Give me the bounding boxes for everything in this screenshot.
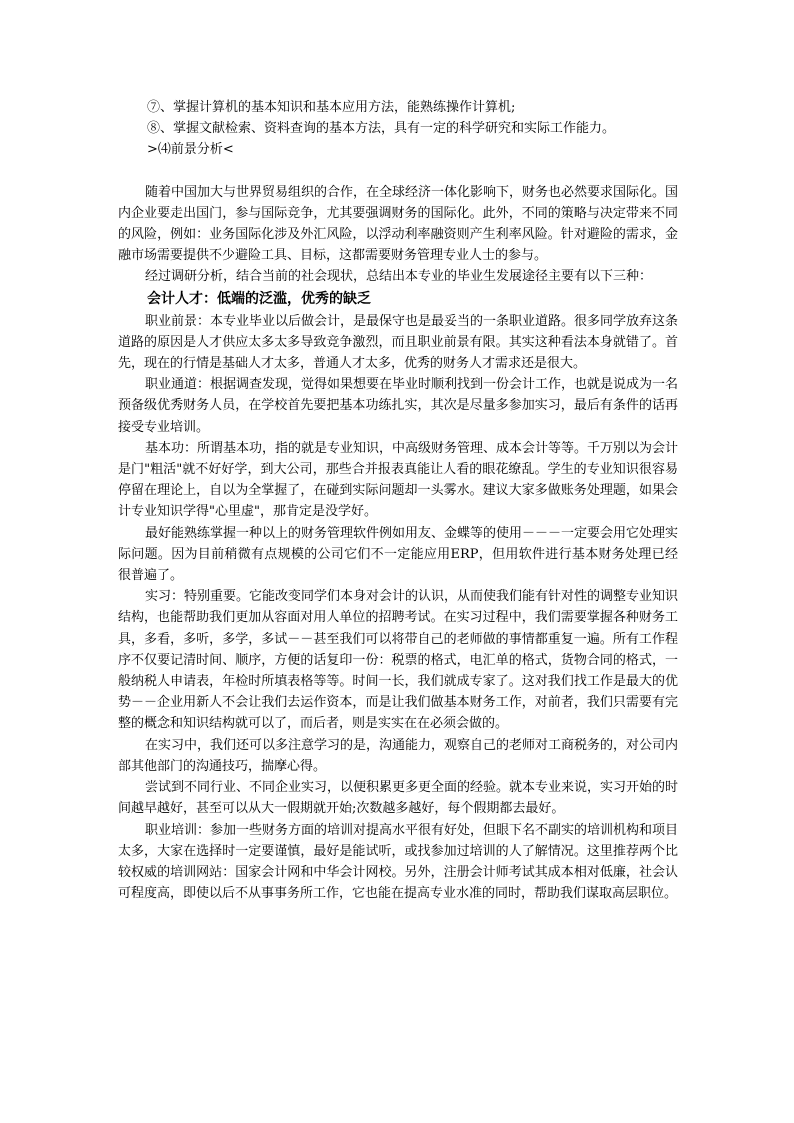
paragraph: 最好能熟练掌握一种以上的财务管理软件例如用友、金蝶等的使用－－－一定要会用它处理实际问题。因为目前稍微有点规模的公司它们不一定能应用ERP，但用软件进行基本财务处理已经很普遍了。	[118, 525, 679, 584]
paragraph: 尝试到不同行业、不同企业实习，以便积累更多更全面的经验。就本专业来说，实习开始的时间越早越好，甚至可以从大一假期就开始;次数越多越好，每个假期都去最好。	[118, 780, 679, 817]
list-item: ⑦、掌握计算机的基本知识和基本应用方法，能熟练操作计算机;	[147, 100, 516, 115]
paragraph: 职业前景：本专业毕业以后做会计，是最保守也是最妥当的一条职业道路。很多同学放弃这条道路的原因是人才供应太多太多导致竞争激烈，而且职业前景有限。其实这种看法本身就错了。首先，现在的行情是基础人才太多，普通人才太多，优秀的财务人才需求还是很大。	[118, 313, 679, 372]
blank-line	[118, 161, 678, 182]
paragraph: 随着中国加大与世界贸易组织的合作，在全球经济一体化影响下，财务也必然要求国际化。国内企业要走出国门，参与国际竞争，尤其要强调财务的国际化。此外，不同的策略与决定带来不同的风险，例如：业务国际化涉及外汇风险，以浮动利率融资则产生利率风险。针对避险的需求，金融市场需要提供不少避险工具、目标，这都需要财务管理专业人士的参与。	[118, 184, 679, 264]
section-heading: 会计人才：低端的泛滥，优秀的缺乏	[147, 290, 371, 307]
paragraph: 职业通道：根据调查发现，觉得如果想要在毕业时顺利找到一份会计工作，也就是说成为一名预备级优秀财务人员，在学校首先要把基本功练扎实，其次是尽量多参加实习，最后有条件的话再接受专业培训。	[118, 377, 679, 435]
document-body	[118, 97, 678, 904]
paragraph: 在实习中，我们还可以多注意学习的是，沟通能力，观察自己的老师对工商税务的，对公司内部其他部门的沟通技巧，揣摩心得。	[118, 737, 679, 774]
paragraph: 实习：特别重要。它能改变同学们本身对会计的认识，从而使我们能有针对性的调整专业知识结构，也能帮助我们更加从容面对用人单位的招聘考试。在实习过程中，我们需要掌握各种财务工具，多看，多听，多学，多试－－甚至我们可以将带自己的老师做的事情都重复一遍。所有工作程序不仅要记清时间、顺序，方便的话复印一份：税票的格式，电汇单的格式，货物合同的格式，一般纳税人申请表，年检时所填表格等等。时间一长，我们就成专家了。这对我们找工作是最大的优势－－企业用新人不会让我们去运作资本，而是让我们做基本财务工作，对前者，我们只需要有完整的概念和知识结构就可以了，而后者，则是实实在在必须会做的。	[118, 589, 679, 732]
paragraph: 职业培训：参加一些财务方面的培训对提高水平很有好处，但眼下名不副实的培训机构和项目太多，大家在选择时一定要谨慎，最好是能试听，或找参加过培训的人了解情况。这里推荐两个比较权威的培训网站：国家会计网和中华会计网校。另外，注册会计师考试其成本相对低廉，社会认可程度高，即使以后不从事事务所工作，它也能在提高专业水准的同时，帮助我们谋取高层职位。	[118, 822, 679, 902]
list-item: ⑧、掌握文献检索、资料查询的基本方法，具有一定的科学研究和实际工作能力。	[147, 121, 616, 137]
paragraph: 经过调研分析，结合当前的社会现状，总结出本专业的毕业生发展途径主要有以下三种：	[145, 269, 653, 285]
paragraph: 基本功：所谓基本功，指的就是专业知识，中高级财务管理、成本会计等等。千万别以为会计是门"粗活"就不好好学，到大公司，那些合并报表真能让人看的眼花缭乱。学生的专业知识很容易停留在理论上，自以为全掌握了，在碰到实际问题却一头雾水。建议大家多做账务处理题，如果会计专业知识学得"心里虚"，那肯定是没学好。	[118, 440, 679, 520]
section-label: >⑷前景分析<	[147, 142, 234, 158]
